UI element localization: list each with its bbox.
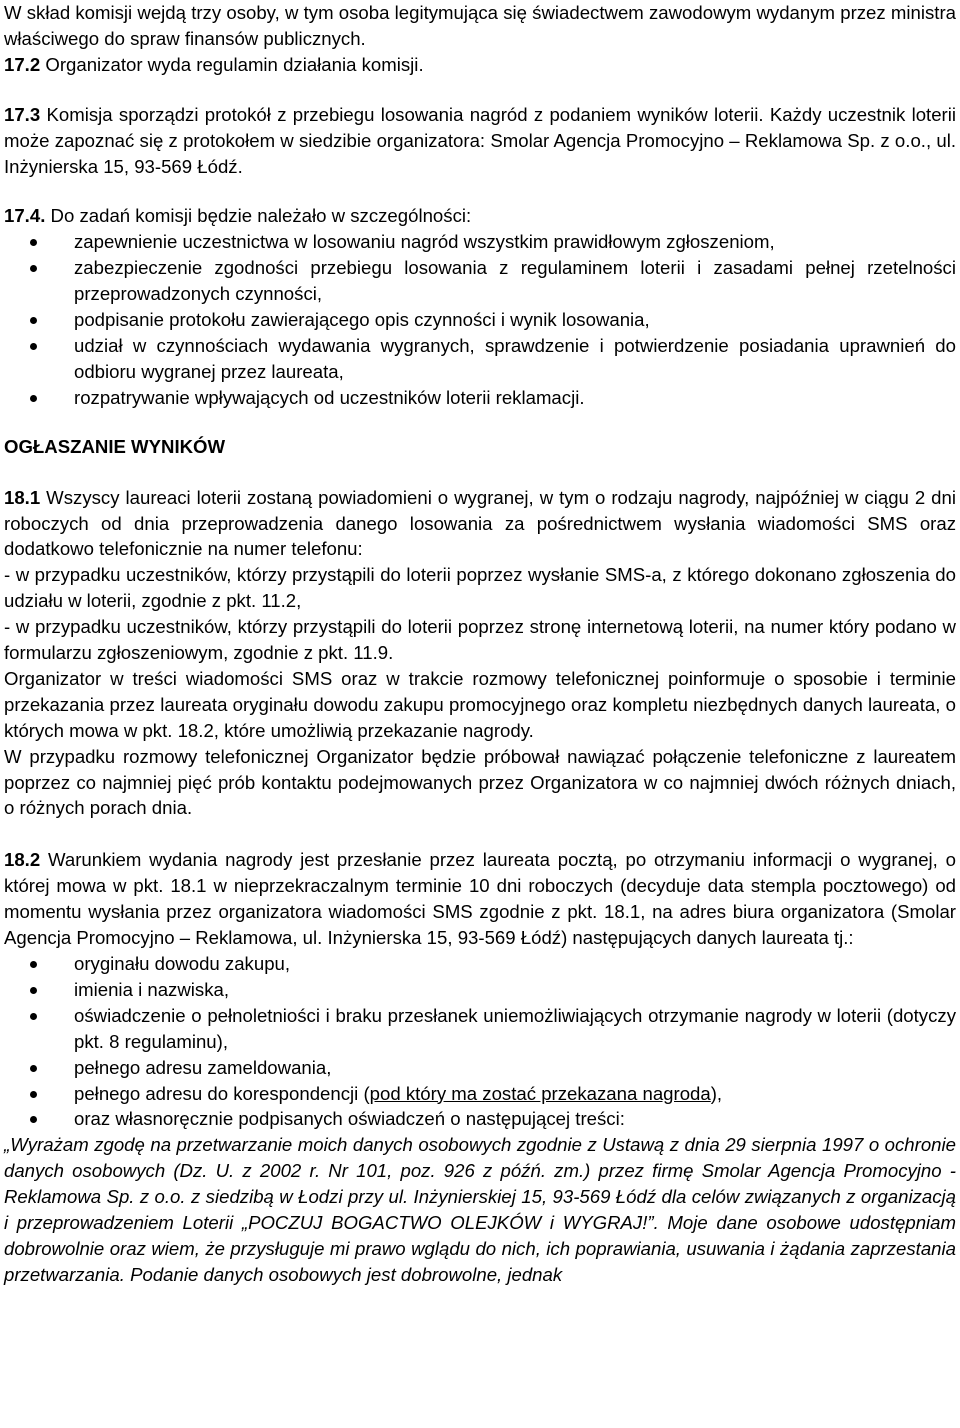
list-item <box>4 1003 956 1055</box>
section-number: 17.4. <box>4 205 46 227</box>
list-item-text: podpisanie protokołu zawierającego opis czynności i wynik losowania, <box>74 309 650 331</box>
section-17-2 <box>4 52 956 78</box>
section-text: Do zadań komisji będzie należało w szczególności: <box>45 205 472 227</box>
section-18-1 <box>4 485 956 563</box>
list-item <box>4 1055 956 1081</box>
list-item <box>4 1106 956 1132</box>
list-item-text: zapewnienie uczestnictwa w losowaniu nagród wszystkim prawidłowym zgłoszeniom, <box>74 231 775 253</box>
committee-duties-list <box>4 229 956 410</box>
list-item-text: oświadczenie o pełnoletniości i braku przesłanek uniemożliwiających otrzymanie nagrody w loterii (dotyczy pkt. 8 regulaminu), <box>74 1004 956 1052</box>
section-17-3 <box>4 102 956 180</box>
list-item-text-underlined: pod który ma zostać przekazana nagroda <box>369 1082 711 1104</box>
list-item <box>4 229 956 255</box>
committee-paragraph: W skład komisji wejdą trzy osoby, w tym osoba legitymująca się świadectwem zawodowym wydanym przez ministra właściwego do spraw finansów publicznych. <box>4 2 956 49</box>
contact-attempts-paragraph: W przypadku rozmowy telefonicznej Organizator będzie próbował nawiązać połączenie telefoniczne z laureatem poprzez co najmniej pięć prób kontaktu podejmowanych przez Organizatora w co najmniej dwóch różnych dniach, o różnych porach dnia. <box>4 745 956 819</box>
bullet-icon <box>30 395 37 402</box>
list-item-text: oryginału dowodu zakupu, <box>74 953 291 974</box>
section-text: Wszyscy laureaci loterii zostaną powiadomieni o wygranej, w tym o rodzaju nagrody, najpóźniej w ciągu 2 dni roboczych od dnia przeprowadzenia danego losowania za pośrednictwem wysłania wiadomości SMS oraz dodatkowo telefonicznie na numer telefonu: <box>4 486 956 560</box>
bullet-icon <box>30 343 37 350</box>
section-text: Organizator wyda regulamin działania komisji. <box>40 53 424 75</box>
list-item-text: imienia i nazwiska, <box>74 978 230 1000</box>
list-item <box>4 333 956 385</box>
bullet-icon <box>30 1091 37 1098</box>
bullet-icon <box>30 317 37 324</box>
section-heading: OGŁASZANIE WYNIKÓW <box>4 435 226 457</box>
bullet-icon <box>30 265 37 272</box>
list-item-text-before: pełnego adresu do korespondencji ( <box>74 1082 370 1104</box>
list-item-text: oraz własnoręcznie podpisanych oświadczeń o następującej treści: <box>74 1108 625 1130</box>
section-number: 17.3 <box>4 103 41 125</box>
section-17-4 <box>4 203 956 229</box>
list-item-text: pełnego adresu zameldowania, <box>74 1056 332 1078</box>
consent-statement: „Wyrażam zgodę na przetwarzanie moich danych osobowych zgodnie z Ustawą z dnia 29 sierpnia 1997 o ochronie danych osobowych (Dz. U. z 2002 r. Nr 101, poz. 926 z późń. zm.) przez firmę Smolar Agencja Promocyjno - Reklamowa Sp. z o.o. z siedzibą w Łodzi przy ul. Inżynierskiej 15, 93-569 Łódź dla celów związanych z organizacją i przeprowadzeniem Loterii „POCZUJ BOGACTWO OLEJKÓW i WYGRAJ!”. Moje dane osobowe udostępniam dobrowolnie oraz wiem, że przysługuje mi prawo wglądu do nich, ich poprawiania, usuwania i żądania zaprzestania przetwarzania. Podanie danych osobowych jest dobrowolne, jednak <box>4 1134 956 1285</box>
section-18-2 <box>4 847 956 951</box>
list-item-text: zabezpieczenie zgodności przebiegu losowania z regulaminem loterii i zasadami pełnej rzetelności przeprowadzonych czynności, <box>74 257 956 305</box>
bullet-icon <box>30 987 37 994</box>
list-item-text: udział w czynnościach wydawania wygranych, sprawdzenie i potwierdzenie posiadania uprawnień do odbioru wygranej przez laureata, <box>74 334 956 382</box>
section-text: Warunkiem wydania nagrody jest przesłanie przez laureata pocztą, po otrzymaniu informacji o wygranej, o której mowa w pkt. 18.1 w nieprzekraczalnym terminie 10 dni roboczych (decyduje data stempla pocztowego) od momentu wysłania przez organizatora wiadomości SMS zgodnie z pkt. 18.1, na adres biura organizatora (Smolar Agencja Promocyjno – Reklamowa, ul. Inżynierska 15, 93-569 Łódź) następujących danych laureata tj.: <box>4 849 956 949</box>
bullet-icon <box>30 1013 37 1020</box>
list-item-text: rozpatrywanie wpływających od uczestników loterii reklamacji. <box>74 386 585 408</box>
section-number: 18.1 <box>4 486 41 508</box>
bullet-icon <box>30 1116 37 1123</box>
notification-web-line: - w przypadku uczestników, którzy przystąpili do loterii poprzez stronę internetową loterii, na numer który podano w formularzu zgłoszeniowym, zgodnie z pkt. 11.9. <box>4 616 956 664</box>
section-number: 18.2 <box>4 849 41 871</box>
inform-paragraph: Organizator w treści wiadomości SMS oraz w trakcie rozmowy telefonicznej poinformuje o sposobie i terminie przekazania przez laureata oryginału dowodu zakupu promocyjnego oraz kompletu niezbędnych danych laureata, o których mowa w pkt. 18.2, które umożliwią przekazanie nagrody. <box>4 667 956 741</box>
list-item <box>4 385 956 411</box>
notification-sms-line: - w przypadku uczestników, którzy przystąpili do loterii poprzez wysłanie SMS-a, z którego dokonano zgłoszenia do udziału w loterii, zgodnie z pkt. 11.2, <box>4 564 956 612</box>
list-item <box>4 255 956 307</box>
bullet-icon <box>30 961 37 968</box>
list-item <box>4 307 956 333</box>
section-text: Komisja sporządzi protokół z przebiegu losowania nagród z podaniem wyników loterii. Każdy uczestnik loterii może zapoznać się z protokołem w siedzibie organizatora: Smolar Agencja Promocyjno – Reklamowa Sp. z o.o., ul. Inżynierska 15, 93-569 Łódź. <box>4 103 956 177</box>
section-number: 17.2 <box>4 53 41 75</box>
list-item <box>4 951 956 977</box>
bullet-icon <box>30 1065 37 1072</box>
list-item <box>4 1081 956 1107</box>
list-item-text-after: ), <box>710 1082 723 1104</box>
bullet-icon <box>30 239 37 246</box>
required-data-list <box>4 951 956 1132</box>
list-item <box>4 977 956 1003</box>
